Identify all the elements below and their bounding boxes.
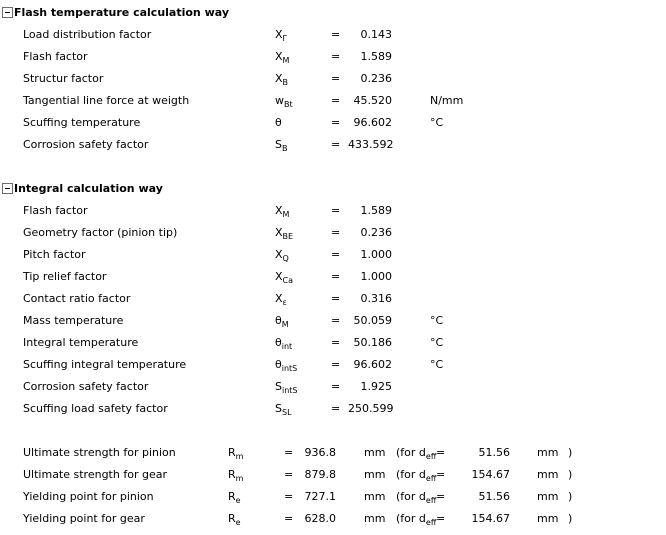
param-label: Load distribution factor: [23, 28, 152, 41]
integral-row: [0, 312, 666, 330]
diameter-value: 51.56: [478, 446, 510, 459]
param-label: Tip relief factor: [23, 270, 107, 283]
symbol-base: θ: [275, 336, 282, 349]
equals-sign: =: [331, 248, 341, 261]
param-unit: °C: [430, 116, 444, 129]
material-label: Yielding point for pinion: [23, 490, 154, 503]
param-label: Tangential line force at weigth: [23, 94, 190, 107]
integral-row: [0, 356, 666, 374]
symbol-subscript: ε: [282, 298, 287, 307]
equals-sign: =: [436, 512, 446, 525]
symbol-subscript: M: [281, 320, 289, 329]
symbol-base: X: [275, 226, 283, 239]
for-diameter-text: [396, 488, 436, 506]
symbol-subscript: M: [282, 56, 290, 65]
param-value: 433.592: [348, 138, 394, 151]
flash-row: [0, 114, 666, 132]
symbol-subscript: e: [235, 496, 241, 505]
symbol-subscript: Bt: [284, 100, 293, 109]
equals-sign: =: [331, 204, 341, 217]
material-unit: mm: [364, 446, 386, 459]
material-symbol: [228, 466, 243, 484]
param-label: Geometry factor (pinion tip): [23, 226, 178, 239]
param-value: 1.589: [360, 50, 392, 63]
material-label: Ultimate strength for pinion: [23, 446, 176, 459]
section-title-flash: Flash temperature calculation way: [14, 6, 230, 19]
symbol-base: R: [228, 490, 236, 503]
flash-row: [0, 26, 666, 44]
param-symbol: [275, 378, 298, 396]
diameter-unit: mm: [537, 446, 559, 459]
param-label: Scuffing temperature: [23, 116, 141, 129]
param-value: 1.925: [360, 380, 392, 393]
param-value: 1.589: [360, 204, 392, 217]
equals-sign: =: [436, 446, 446, 459]
equals-sign: =: [331, 50, 341, 63]
symbol-subscript: int: [281, 342, 293, 351]
symbol-subscript: B: [282, 78, 289, 87]
symbol-subscript: Γ: [282, 34, 288, 43]
symbol-subscript: BE: [282, 232, 294, 241]
param-unit: °C: [430, 358, 444, 371]
for-diameter-text: [396, 444, 436, 462]
section-title-integral: Integral calculation way: [14, 182, 163, 195]
symbol-subscript: m: [235, 474, 244, 483]
closing-paren: ): [568, 446, 573, 459]
param-symbol: [275, 400, 292, 418]
equals-sign: =: [436, 490, 446, 503]
param-label: Mass temperature: [23, 314, 124, 327]
material-row: [0, 444, 666, 462]
material-symbol: [228, 444, 243, 462]
param-symbol: [275, 224, 293, 242]
symbol-base: X: [275, 204, 283, 217]
diameter-value: 51.56: [478, 490, 510, 503]
symbol-base: X: [275, 292, 283, 305]
flash-row: [0, 136, 666, 154]
param-symbol: [275, 312, 289, 330]
for-prefix: (for d: [396, 468, 426, 481]
diameter-unit: mm: [537, 468, 559, 481]
material-value: 879.8: [304, 468, 336, 481]
symbol-base: R: [228, 512, 236, 525]
param-value: 96.602: [353, 358, 392, 371]
param-label: Corrosion safety factor: [23, 138, 149, 151]
symbol-base: R: [228, 446, 236, 459]
equals-sign: =: [331, 138, 341, 151]
diameter-unit: mm: [537, 490, 559, 503]
integral-row: [0, 202, 666, 220]
equals-sign: =: [331, 380, 341, 393]
equals-sign: =: [331, 94, 341, 107]
symbol-subscript: m: [235, 452, 244, 461]
for-prefix: (for d: [396, 512, 426, 525]
equals-sign: =: [331, 314, 341, 327]
material-unit: mm: [364, 512, 386, 525]
material-symbol: [228, 510, 241, 528]
symbol-base: S: [275, 138, 282, 151]
material-value: 628.0: [304, 512, 336, 525]
param-symbol: [275, 48, 289, 66]
for-prefix: (for d: [396, 446, 426, 459]
collapse-toggle-flash[interactable]: [2, 7, 13, 18]
material-row: [0, 510, 666, 528]
symbol-base: X: [275, 28, 283, 41]
material-symbol: [228, 488, 241, 506]
param-value: 45.520: [353, 94, 392, 107]
symbol-subscript: SL: [281, 408, 292, 417]
symbol-base: X: [275, 270, 283, 283]
symbol-subscript: intS: [281, 364, 298, 373]
param-symbol: [275, 26, 287, 44]
symbol-base: θ: [275, 314, 282, 327]
param-symbol: [275, 356, 297, 374]
param-value: 96.602: [353, 116, 392, 129]
material-unit: mm: [364, 490, 386, 503]
symbol-base: θ: [275, 358, 282, 371]
equals-sign: =: [284, 446, 294, 459]
collapse-toggle-integral[interactable]: [2, 183, 13, 194]
param-symbol: [275, 114, 282, 132]
diameter-value: 154.67: [471, 512, 510, 525]
param-label: Scuffing load safety factor: [23, 402, 168, 415]
param-symbol: [275, 290, 287, 308]
closing-paren: ): [568, 512, 573, 525]
param-symbol: [275, 136, 287, 154]
param-value: 0.316: [360, 292, 392, 305]
diameter-subscript: eff: [425, 518, 437, 527]
symbol-subscript: B: [281, 144, 288, 153]
param-label: Scuffing integral temperature: [23, 358, 187, 371]
symbol-base: R: [228, 468, 236, 481]
equals-sign: =: [331, 402, 341, 415]
integral-row: [0, 290, 666, 308]
param-value: 50.186: [353, 336, 392, 349]
diameter-unit: mm: [537, 512, 559, 525]
for-diameter-text: [396, 466, 436, 484]
section-header-flash: [0, 4, 666, 22]
material-row: [0, 466, 666, 484]
param-symbol: [275, 334, 292, 352]
material-row: [0, 488, 666, 506]
symbol-base: S: [275, 380, 282, 393]
param-value: 0.236: [360, 226, 392, 239]
integral-row: [0, 400, 666, 418]
equals-sign: =: [331, 270, 341, 283]
param-label: Structur factor: [23, 72, 104, 85]
for-prefix: (for d: [396, 490, 426, 503]
material-unit: mm: [364, 468, 386, 481]
equals-sign: =: [331, 28, 341, 41]
param-value: 250.599: [348, 402, 394, 415]
equals-sign: =: [284, 512, 294, 525]
diameter-subscript: eff: [425, 452, 437, 461]
param-symbol: [275, 70, 288, 88]
param-label: Flash factor: [23, 204, 88, 217]
param-value: 1.000: [360, 270, 392, 283]
param-value: 1.000: [360, 248, 392, 261]
integral-row: [0, 224, 666, 242]
flash-row: [0, 92, 666, 110]
param-unit: °C: [430, 336, 444, 349]
diameter-subscript: eff: [425, 496, 437, 505]
flash-row: [0, 48, 666, 66]
equals-sign: =: [331, 72, 341, 85]
equals-sign: =: [331, 116, 341, 129]
equals-sign: =: [331, 226, 341, 239]
symbol-subscript: M: [282, 210, 290, 219]
for-diameter-text: [396, 510, 436, 528]
symbol-subscript: e: [235, 518, 241, 527]
equals-sign: =: [284, 468, 294, 481]
param-unit: °C: [430, 314, 444, 327]
param-label: Contact ratio factor: [23, 292, 131, 305]
symbol-subscript: Ca: [282, 276, 294, 285]
param-label: Pitch factor: [23, 248, 86, 261]
param-value: 0.143: [360, 28, 392, 41]
equals-sign: =: [331, 336, 341, 349]
diameter-value: 154.67: [471, 468, 510, 481]
material-label: Yielding point for gear: [23, 512, 145, 525]
section-header-integral: [0, 180, 666, 198]
equals-sign: =: [436, 468, 446, 481]
symbol-subscript: intS: [281, 386, 298, 395]
equals-sign: =: [284, 490, 294, 503]
integral-row: [0, 246, 666, 264]
integral-row: [0, 334, 666, 352]
diameter-subscript: eff: [425, 474, 437, 483]
param-value: 50.059: [353, 314, 392, 327]
integral-row: [0, 378, 666, 396]
param-label: Flash factor: [23, 50, 88, 63]
symbol-base: S: [275, 402, 282, 415]
symbol-base: X: [275, 50, 283, 63]
material-value: 727.1: [304, 490, 336, 503]
equals-sign: =: [331, 292, 341, 305]
symbol-base: X: [275, 72, 283, 85]
equals-sign: =: [331, 358, 341, 371]
symbol-base: w: [275, 94, 284, 107]
param-label: Integral temperature: [23, 336, 139, 349]
symbol-base: X: [275, 248, 283, 261]
integral-row: [0, 268, 666, 286]
symbol-base: θ: [275, 116, 282, 129]
flash-row: [0, 70, 666, 88]
param-value: 0.236: [360, 72, 392, 85]
closing-paren: ): [568, 468, 573, 481]
param-unit: N/mm: [430, 94, 464, 107]
param-symbol: [275, 202, 289, 220]
material-label: Ultimate strength for gear: [23, 468, 167, 481]
material-value: 936.8: [304, 446, 336, 459]
param-label: Corrosion safety factor: [23, 380, 149, 393]
symbol-subscript: Q: [282, 254, 289, 263]
param-symbol: [275, 92, 293, 110]
param-symbol: [275, 246, 289, 264]
param-symbol: [275, 268, 293, 286]
closing-paren: ): [568, 490, 573, 503]
